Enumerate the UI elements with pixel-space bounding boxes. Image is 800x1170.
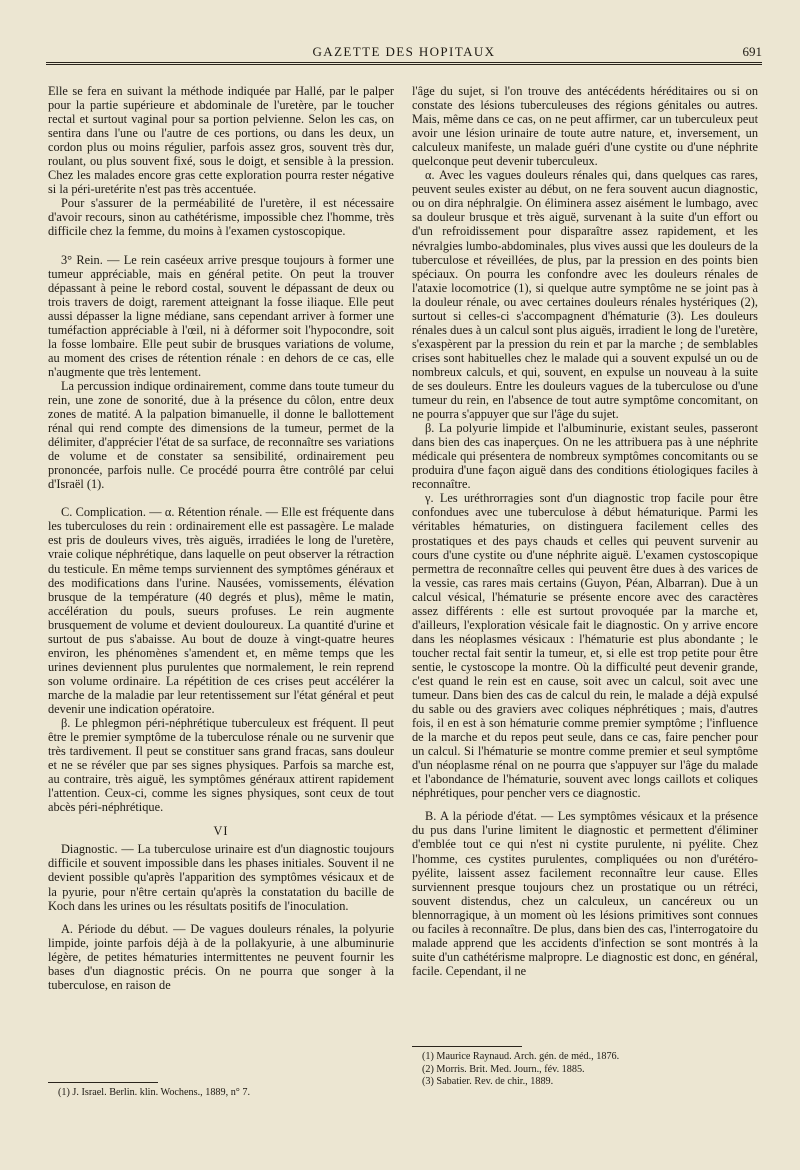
footnote-rule <box>48 1082 158 1083</box>
paragraph: Diagnostic. — La tuberculose urinaire est d'un diagnostic toujours difficile et souvent impossible dans les phases initiales. Souvent il ne devient possible qu'après l'apparition des symptômes vésicaux et de la pyurie, pour n'être certain qu'après la constatation du bacille de Koch dans les urines ou les résultats positifs de l'inoculation. <box>48 842 394 913</box>
paragraph: La percussion indique ordinairement, comme dans toute tumeur du rein, une zone de sonorité, due à la présence du côlon, entre deux zones de matité. A la palpation bimanuelle, il donne le ballottement rénal qui rend compte des dimensions de la tumeur, permet de la délimiter, d'apprécier l'état de sa surface, de reconnaître ses variations de volume et de constater sa sensibilité, ordinairement peu prononcée, parfois nulle. Ce procédé pourra être contrôlé par celui d'Israël (1). <box>48 378 394 492</box>
paragraph: l'âge du sujet, si l'on trouve des antécédents héréditaires ou si on constate des lésions tuberculeuses des régions génitales ou autres. Mais, même dans ce cas, on ne peut affirmer, car un tuberculeux peut avoir une lésion urinaire de toute autre nature, et, inversement, un calculeux manifeste, un malade guéri d'une cystite ou d'une néphrite quelconque peut devenir tuberculeux. <box>412 84 758 169</box>
footnote: (2) Morris. Brit. Med. Journ., fév. 1885. <box>422 1063 585 1075</box>
footnote: (1) Maurice Raynaud. Arch. gén. de méd., 1876. <box>422 1051 620 1062</box>
footnote: (1) J. Israel. Berlin. klin. Wochens., 1889, n° 7. <box>58 1087 251 1098</box>
right-footnotes <box>412 1046 758 1089</box>
footnote: (3) Sabatier. Rev. de chir., 1889. <box>422 1076 554 1088</box>
left-column <box>48 84 394 992</box>
left-footnotes <box>48 1082 394 1100</box>
paragraph: C. Complication. — α. Rétention rénale. — Elle est fréquente dans les tuberculoses du rein : ordinairement elle est passagère. Le malade est pris de douleurs vives, très aiguës, irradiées le long de l'uretère, vraie colique néphrétique, dans laquelle on peut observer la rétraction du testicule. En même temps surviennent des symptômes généraux et des modifications dans l'urine. Nausées, vomissements, élévation brusque de la température (40 degrés et plus), même le matin, accélération du pouls, sueurs profuses. Le rein augmente brusquement de volume et devient douloureux. La quantité d'urine et surtout de pus s'abaisse. Au bout de douze à vingt-quatre heures environ, les phénomènes s'amendent et, en même temps que les urines deviennent plus purulentes que normalement, le rein reprend son volume ordinaire. La répétition de ces crises peut accélérer la marche de la maladie par leur retentissement sur l'état général et peut devenir une indication opératoire. <box>48 505 394 716</box>
paragraph: A. Période du début. — De vagues douleurs rénales, la polyurie limpide, jointe parfois déjà à de la pollakyurie, à une albuminurie légère, de petites hématuries intermittentes ne peuvent fournir les bases d'un diagnostic précis. On ne pourra que songer à la tuberculose, en raison de <box>48 921 394 992</box>
paragraph: γ. Les uréthrorragies sont d'un diagnostic trop facile pour être confondues avec une tuberculose à début hématurique. Parmi les véritables hématuries, on distinguera facilement celles des prostatiques et des pays chauds et celles qui peuvent survenir au cours d'une cystite ou d'une néphrite aiguë. L'examen cystoscopique permettra de reconnaître celles qui peuvent être dues à des varices de la vessie, cas rares mais certains (Guyon, Péan, Albarran). Due à un calcul vésical, l'hématurie se présente encore avec des caractères assez différents : elle est surtout provoquée par la marche et, d'ailleurs, l'exploration vésicale fait le diagnostic. On y arrive encore dans les néoplasmes vésicaux : l'hématurie est plus abondante ; le toucher rectal fait sentir la tumeur, et, si elle est trop petite pour être sentie, le cystoscope la montre. Où la difficulté peut devenir grande, c'est quand le rein est en cause, soit avec un calcul, soit avec une tumeur. Dans bien des cas de calcul du rein, le malade a déjà expulsé du sable ou des graviers avec coliques néphrétiques ; mais, d'autres fois, il en est à son hématurie comme premier symptôme ; l'influence de la marche et du repos peut seule, dans ce cas, faire pencher pour un calcul. Si l'hématurie se montre comme premier et seul symptôme d'un néoplasme rénal on ne pourra que s'appuyer sur l'âge du malade et l'abondance de l'hématurie, souvent avec longs caillots et coliques néphrétiques, pour pencher vers ce diagnostic. <box>412 491 758 801</box>
paragraph: Pour s'assurer de la perméabilité de l'uretère, il est nécessaire d'avoir recours, sinon au cathétérisme, impossible chez l'homme, très difficile chez la femme, du moins à l'examen cystoscopique. <box>48 196 394 239</box>
section-number: VI <box>213 824 229 839</box>
paragraph: B. A la période d'état. — Les symptômes vésicaux et la présence du pus dans l'urine limitent le diagnostic et permettent d'éliminer d'emblée tout ce qui n'est ni cystite purulente, ni pyélite. Chez l'homme, ces cystites purulentes, compliquées ou non d'urétéro-pyélite, laissent assez facilement reconnaître leur cause. Elles surviennent presque toujours chez un prostatique ou un rétréci, souvent distendus, chez un calculeux, un cancéreux ou un blennorragique, à un moment où les lésions primitives sont connues ou faciles à reconnaître. De plus, dans bien des cas, l'interrogatoire du malade apprend que les accidents d'infection se sont montrés à la suite d'un cathétérisme malpropre. Le diagnostic est donc, en général, facile. Cependant, il ne <box>412 809 758 978</box>
right-column <box>412 84 758 978</box>
page-number: 691 <box>742 44 762 59</box>
paragraph: Elle se fera en suivant la méthode indiquée par Hallé, par le palper pour la partie supérieure et abdominale de l'uretère, par le toucher rectal et surtout vaginal pour sa portion pelvienne. Selon les cas, on sentira dans l'une ou l'autre de ces portions, ou dans les deux, un cordon plus ou moins régulier, parfois assez gros, souvent très dur, roulant, ou plus souvent fixé, sous le doigt, et sensible à la pression. Chez les malades encore gras cette exploration pourra rester négative si la péri-uretérite n'est pas très accentuée. <box>48 84 394 197</box>
paragraph: β. La polyurie limpide et l'albuminurie, existant seules, passeront dans bien des cas inaperçues. On ne les attribuera pas à une néphrite médicale qui présentera de nombreux symptômes concomitants ou se produira d'une façon aiguë dans des conditions étiologiques faciles à reconnaître. <box>412 421 758 492</box>
paragraph: 3° Rein. — Le rein caséeux arrive presque toujours à former une tumeur appréciable, mais en général petite. On peut la trouver dépassant à peine le rebord costal, souvent le dépassant de deux ou trois travers de doigt, rarement atteignant la fosse iliaque. Elle peut aussi dépasser la ligne médiane, sans cependant arriver à former une tuméfaction appréciable à l'œil, ni à déformer soit l'hypocondre, soit la fosse lombaire. Elle peut subir de brusques variations de volume, au moment des crises de rétention rénale : en dehors de ce cas, elle n'augmente que très lentement. <box>48 252 394 379</box>
paragraph: α. Avec les vagues douleurs rénales qui, dans quelques cas rares, peuvent seules exister au début, on ne fera souvent aucun diagnostic, ou on dira néphralgie. On éliminera assez aisément le lumbago, avec sa douleur brusque et très aiguë, survenant à la suite d'un effort ou d'un refroidissement pour disparaître assez rapidement, et les névralgies lumbo-abdominales, plus vives aussi que les douleurs de la tuberculose et réveillées, de plus, par la pression en des points bien spéciaux. On pourra les confondre avec les douleurs rénales de l'ataxie locomotrice (1), si quelque autre symptôme ne se joint pas à la douleur rénale, ou avec certaines douleurs rénales hystériques (2), surtout si celles-ci s'accompagnent d'hématurie (3). Les douleurs rénales dues à un calcul sont plus aiguës, irradient le long de l'uretère, s'exaspèrent par la pression du rein et par la marche ; de semblables crises sont habituelles chez le malade qui a souvent expulsé un ou de nombreux calculs, et qui, souvent, en expulse un nouveau à la suite de ses douleurs. Entre les douleurs vagues de la tuberculose ou d'une tumeur du rein, en l'absence de tout autre symptôme concomitant, on ne pourra s'appuyer que sur l'âge du sujet. <box>412 168 758 422</box>
page-header <box>46 42 762 65</box>
footnote-rule <box>412 1046 522 1047</box>
paragraph: β. Le phlegmon péri-néphrétique tuberculeux est fréquent. Il peut être le premier symptôme de la tuberculose rénale ou ne survenir que très tardivement. Il peut se constituer sans grand fracas, sans douleur et ne se révéler que par ses signes physiques. Parfois sa marche est, au contraire, très aiguë, les symptômes généraux attirent rapidement l'attention. Ceux-ci, comme les signes physiques, sont ceux de tout abcès péri-néphrétique. <box>48 716 394 815</box>
running-title: GAZETTE DES HOPITAUX <box>312 44 496 59</box>
